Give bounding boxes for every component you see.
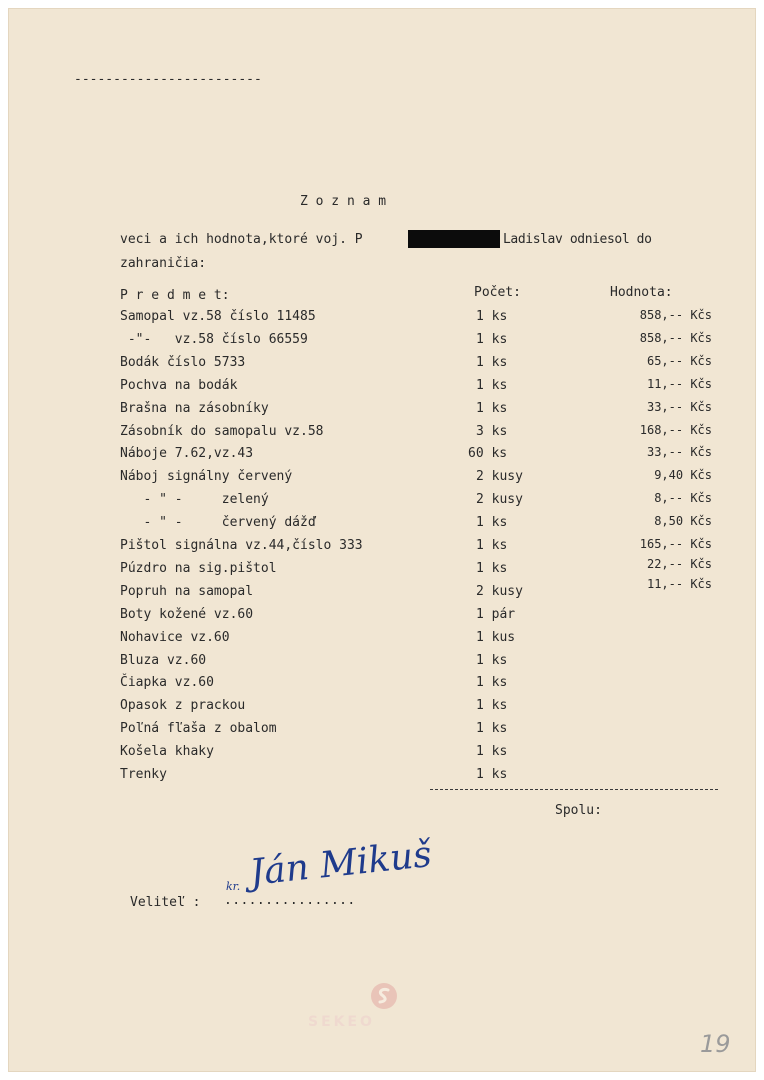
- header-rule: ------------------------: [74, 72, 262, 87]
- row-item-count: 1 ks: [476, 355, 508, 370]
- document-title: Z o z n a m: [300, 194, 387, 209]
- row-item-count: 3 ks: [476, 424, 508, 439]
- row-item-count: 1 ks: [476, 721, 508, 736]
- watermark-logo-icon: [370, 982, 398, 1010]
- row-item-count: 1 ks: [476, 378, 508, 393]
- commander-label: Veliteľ :: [130, 895, 201, 910]
- row-item-value: 22,-- Kčs: [646, 557, 712, 571]
- row-item-count: 60 ks: [468, 446, 508, 461]
- row-item-value: 8,-- Kčs: [654, 491, 712, 505]
- row-item-value: 858,-- Kčs: [639, 308, 712, 322]
- row-item-name: Púzdro na sig.pištol: [120, 561, 277, 576]
- signature-prefix: kr.: [226, 880, 241, 893]
- row-item-count: 1 ks: [476, 515, 508, 530]
- row-item-count: 1 kus: [476, 630, 516, 645]
- row-item-name: Pochva na bodák: [120, 378, 238, 393]
- commander-dots: ................: [224, 893, 356, 908]
- column-header-count: Počet:: [474, 285, 521, 300]
- row-item-count: 1 ks: [476, 744, 508, 759]
- watermark-text: SEKEO: [308, 1014, 375, 1030]
- row-item-value: 11,-- Kčs: [646, 577, 712, 591]
- row-item-value: 858,-- Kčs: [639, 331, 712, 345]
- row-item-value: 168,-- Kčs: [639, 423, 712, 437]
- page-number: 19: [700, 1030, 731, 1058]
- row-item-name: Poľná fľaša z obalom: [120, 721, 277, 736]
- row-item-count: 2 kusy: [476, 469, 523, 484]
- row-item-value: 11,-- Kčs: [646, 377, 712, 391]
- row-item-name: Trenky: [120, 767, 167, 782]
- row-item-name: Boty kožené vz.60: [120, 607, 254, 622]
- row-item-count: 1 ks: [476, 653, 508, 668]
- row-item-name: Popruh na samopal: [120, 584, 254, 599]
- row-item-name: Pištol signálna vz.44,číslo 333: [120, 538, 363, 553]
- row-item-count: 1 ks: [476, 675, 508, 690]
- row-item-name: -"- vz.58 číslo 66559: [120, 332, 308, 347]
- row-item-count: 2 kusy: [476, 492, 523, 507]
- redaction-box: [408, 230, 500, 248]
- row-item-name: Samopal vz.58 číslo 11485: [120, 309, 316, 324]
- row-item-name: Opasok z prackou: [120, 698, 246, 713]
- row-item-name: Košela khaky: [120, 744, 214, 759]
- row-item-count: 1 ks: [476, 767, 508, 782]
- row-item-count: 1 pár: [476, 607, 516, 622]
- row-item-name: Bodák číslo 5733: [120, 355, 246, 370]
- row-item-count: 1 ks: [476, 332, 508, 347]
- row-item-count: 2 kusy: [476, 584, 523, 599]
- row-item-value: 33,-- Kčs: [646, 445, 712, 459]
- row-item-value: 8,50 Kčs: [654, 514, 712, 528]
- row-item-name: Zásobník do samopalu vz.58: [120, 424, 324, 439]
- row-item-count: 1 ks: [476, 698, 508, 713]
- row-item-count: 1 ks: [476, 401, 508, 416]
- row-item-name: - " - červený dážď: [120, 515, 316, 530]
- row-item-name: Bluza vz.60: [120, 653, 207, 668]
- intro-line-1: veci a ich hodnota,ktoré voj. P: [120, 232, 363, 247]
- row-item-value: 165,-- Kčs: [639, 537, 712, 551]
- total-rule: [430, 789, 718, 790]
- row-item-name: Náboj signálny červený: [120, 469, 293, 484]
- column-header-item: P r e d m e t:: [120, 288, 230, 303]
- row-item-name: Nohavice vz.60: [120, 630, 230, 645]
- row-item-name: Náboje 7.62,vz.43: [120, 446, 254, 461]
- intro-line-2: zahraničia:: [120, 256, 207, 271]
- row-item-count: 1 ks: [476, 538, 508, 553]
- row-item-name: Čiapka vz.60: [120, 675, 214, 690]
- row-item-name: Brašna na zásobníky: [120, 401, 269, 416]
- row-item-value: 65,-- Kčs: [646, 354, 712, 368]
- total-label: Spolu:: [555, 803, 602, 818]
- row-item-name: - " - zelený: [120, 492, 269, 507]
- row-item-value: 33,-- Kčs: [646, 400, 712, 414]
- row-item-value: 9,40 Kčs: [654, 468, 712, 482]
- row-item-count: 1 ks: [476, 309, 508, 324]
- intro-line-1-cont: Ladislav odniesol do: [503, 232, 652, 247]
- row-item-count: 1 ks: [476, 561, 508, 576]
- column-header-value: Hodnota:: [610, 285, 673, 300]
- handwritten-signature: Ján Mikuš: [247, 834, 434, 894]
